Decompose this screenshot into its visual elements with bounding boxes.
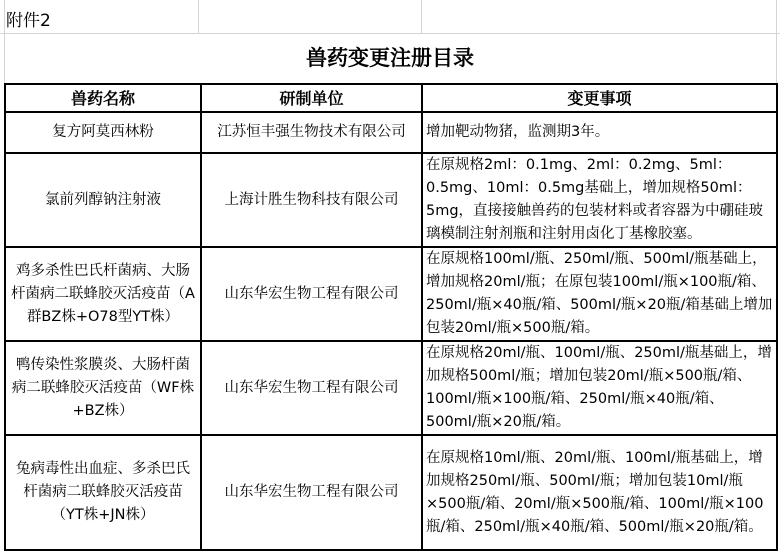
header-change: 变更事项 <box>422 84 777 112</box>
table-header-row <box>5 84 777 112</box>
change-details: 在原规格2ml：0.1mg、2ml：0.2mg、5ml：0.5mg、10ml：0.5mg基础上，增加规格50ml：5mg，直接接触兽药的包装材料或者容器为中硼硅玻璃模制注射剂瓶和注射用卤化丁基橡胶塞。 <box>422 153 777 247</box>
attachment-label: 附件2 <box>6 11 51 31</box>
drug-name: 复方阿莫西林粉 <box>5 112 201 153</box>
drug-name: 鸭传染性浆膜炎、大肠杆菌病二联蜂胶灭活疫苗（WF株+BZ株） <box>5 341 201 435</box>
table-row <box>5 153 777 247</box>
table-row <box>5 435 777 550</box>
registry-table <box>4 83 778 551</box>
table-row <box>5 247 777 341</box>
table-row <box>5 112 777 153</box>
developer: 上海计胜生物科技有限公司 <box>201 153 422 247</box>
header-unit: 研制单位 <box>201 84 422 112</box>
gridline <box>198 0 199 33</box>
change-details: 在原规格20ml/瓶、100ml/瓶、250ml/瓶基础上，增加规格500ml/瓶；增加包装20ml/瓶×500瓶/箱、100ml/瓶×100瓶/箱、250ml/瓶×40瓶/箱、500ml/瓶×20瓶/箱。 <box>422 341 777 435</box>
developer: 江苏恒丰强生物技术有限公司 <box>201 112 422 153</box>
developer: 山东华宏生物工程有限公司 <box>201 341 422 435</box>
header-name: 兽药名称 <box>5 84 201 112</box>
drug-name: 鸡多杀性巴氏杆菌病、大肠杆菌病二联蜂胶灭活疫苗（A群BZ株+O78型YT株） <box>5 247 201 341</box>
change-details: 在原规格10ml/瓶、20ml/瓶、100ml/瓶基础上，增加规格250ml/瓶、500ml/瓶；增加包装10ml/瓶×500瓶/箱、20ml/瓶×500瓶/箱、100ml/瓶×100瓶/箱、250ml/瓶×40瓶/箱、500ml/瓶×20瓶/箱。 <box>422 435 777 550</box>
developer: 山东华宏生物工程有限公司 <box>201 247 422 341</box>
drug-name: 兔病毒性出血症、多杀巴氏杆菌病二联蜂胶灭活疫苗（YT株+JN株） <box>5 435 201 550</box>
gridline <box>421 0 422 33</box>
change-details: 在原规格100ml/瓶、250ml/瓶、500ml/瓶基础上，增加规格20ml/瓶；在原包装100ml/瓶×100瓶/箱、250ml/瓶×40瓶/箱、500ml/瓶×20瓶/箱基础上增加包装20ml/瓶×500瓶/箱。 <box>422 247 777 341</box>
change-details: 增加靶动物猪，监测期3年。 <box>422 112 777 153</box>
developer: 山东华宏生物工程有限公司 <box>201 435 422 550</box>
table-row <box>5 341 777 435</box>
drug-name: 氯前列醇钠注射液 <box>5 153 201 247</box>
page-title: 兽药变更注册目录 <box>306 45 474 70</box>
